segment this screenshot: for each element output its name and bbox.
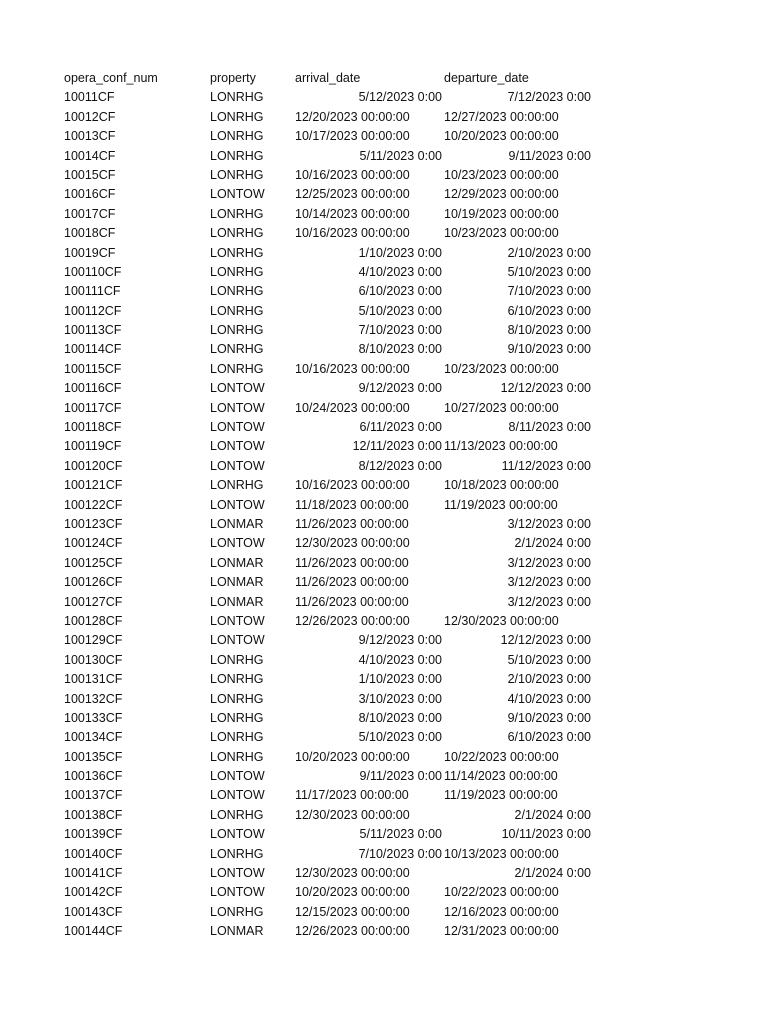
- opera-conf-num-cell: 100124CF: [64, 536, 123, 551]
- opera-conf-num-cell: 10015CF: [64, 167, 116, 182]
- property-cell: LONMAR: [210, 516, 264, 531]
- opera-conf-num-cell: 100143CF: [64, 904, 123, 919]
- opera-conf-num-cell: 100141CF: [64, 866, 123, 881]
- property-cell: LONRHG: [210, 109, 264, 124]
- property-cell: LONTOW: [210, 400, 265, 415]
- opera-conf-num-cell: 100111CF: [64, 284, 121, 299]
- departure-date-cell: 4/10/2023 0:00: [507, 691, 591, 706]
- column-header-property: property: [210, 71, 256, 85]
- departure-date-cell: 2/1/2024 0:00: [514, 866, 591, 881]
- opera-conf-num-cell: 100116CF: [64, 381, 122, 396]
- arrival-date-cell: 5/10/2023 0:00: [358, 730, 442, 745]
- departure-date-cell: 2/1/2024 0:00: [514, 536, 591, 551]
- arrival-date-cell: 6/11/2023 0:00: [359, 420, 442, 435]
- property-cell: LONTOW: [210, 439, 265, 454]
- arrival-date-cell: 12/20/2023 00:00:00: [295, 109, 410, 124]
- property-cell: LONRHG: [210, 323, 264, 338]
- departure-date-cell: 11/19/2023 00:00:00: [444, 788, 558, 803]
- opera-conf-num-cell: 100133CF: [64, 710, 123, 725]
- arrival-date-cell: 8/12/2023 0:00: [358, 458, 442, 473]
- departure-date-cell: 8/10/2023 0:00: [507, 323, 591, 338]
- column-header-arrival-date: arrival_date: [295, 71, 361, 85]
- arrival-date-cell: 5/11/2023 0:00: [359, 827, 442, 842]
- departure-date-cell: 10/11/2023 0:00: [501, 827, 591, 842]
- arrival-date-cell: 1/10/2023 0:00: [358, 672, 442, 687]
- property-cell: LONRHG: [210, 846, 264, 861]
- departure-date-cell: 2/1/2024 0:00: [514, 807, 591, 822]
- departure-date-cell: 9/10/2023 0:00: [507, 342, 591, 357]
- opera-conf-num-cell: 100129CF: [64, 633, 123, 648]
- arrival-date-cell: 7/10/2023 0:00: [358, 846, 442, 861]
- opera-conf-num-cell: 100138CF: [64, 807, 123, 822]
- opera-conf-num-cell: 100123CF: [64, 516, 123, 531]
- arrival-date-cell: 11/26/2023 00:00:00: [295, 516, 409, 531]
- property-cell: LONTOW: [210, 827, 265, 842]
- departure-date-cell: 12/12/2023 0:00: [500, 381, 591, 396]
- arrival-date-cell: 10/16/2023 00:00:00: [295, 361, 410, 376]
- arrival-date-cell: 12/11/2023 0:00: [352, 439, 442, 454]
- arrival-date-cell: 10/20/2023 00:00:00: [295, 749, 410, 764]
- departure-date-cell: 10/23/2023 00:00:00: [444, 167, 559, 182]
- opera-conf-num-cell: 100126CF: [64, 575, 123, 590]
- arrival-date-cell: 11/26/2023 00:00:00: [295, 594, 409, 609]
- departure-date-cell: 7/10/2023 0:00: [507, 284, 591, 299]
- arrival-date-cell: 5/11/2023 0:00: [359, 148, 442, 163]
- opera-conf-num-cell: 100132CF: [64, 691, 123, 706]
- departure-date-cell: 9/10/2023 0:00: [507, 710, 591, 725]
- arrival-date-cell: 11/26/2023 00:00:00: [295, 575, 409, 590]
- property-cell: LONRHG: [210, 303, 264, 318]
- opera-conf-num-cell: 10011CF: [64, 90, 115, 105]
- departure-date-cell: 10/22/2023 00:00:00: [444, 749, 559, 764]
- property-cell: LONRHG: [210, 749, 264, 764]
- departure-date-cell: 10/13/2023 00:00:00: [444, 846, 559, 861]
- departure-date-cell: 10/19/2023 00:00:00: [444, 206, 559, 221]
- departure-date-cell: 12/12/2023 0:00: [500, 633, 591, 648]
- arrival-date-cell: 11/17/2023 00:00:00: [295, 788, 409, 803]
- property-cell: LONRHG: [210, 710, 264, 725]
- opera-conf-num-cell: 100113CF: [64, 323, 122, 338]
- arrival-date-cell: 4/10/2023 0:00: [358, 652, 442, 667]
- arrival-date-cell: 11/18/2023 00:00:00: [295, 497, 409, 512]
- property-cell: LONRHG: [210, 361, 264, 376]
- departure-date-cell: 12/29/2023 00:00:00: [444, 187, 559, 202]
- departure-date-cell: 3/12/2023 0:00: [507, 575, 591, 590]
- property-cell: LONTOW: [210, 458, 265, 473]
- arrival-date-cell: 10/16/2023 00:00:00: [295, 226, 410, 241]
- opera-conf-num-cell: 10014CF: [64, 148, 116, 163]
- departure-date-cell: 11/19/2023 00:00:00: [444, 497, 558, 512]
- arrival-date-cell: 10/16/2023 00:00:00: [295, 478, 410, 493]
- opera-conf-num-cell: 10016CF: [64, 187, 116, 202]
- property-cell: LONRHG: [210, 129, 264, 144]
- arrival-date-cell: 4/10/2023 0:00: [358, 264, 442, 279]
- opera-conf-num-cell: 100112CF: [64, 303, 122, 318]
- opera-conf-num-cell: 100134CF: [64, 730, 123, 745]
- arrival-date-cell: 12/26/2023 00:00:00: [295, 613, 410, 628]
- opera-conf-num-cell: 100125CF: [64, 555, 123, 570]
- arrival-date-cell: 9/11/2023 0:00: [359, 769, 442, 784]
- opera-conf-num-cell: 100137CF: [64, 788, 123, 803]
- opera-conf-num-cell: 100122CF: [64, 497, 123, 512]
- opera-conf-num-cell: 10018CF: [64, 226, 116, 241]
- opera-conf-num-cell: 100127CF: [64, 594, 123, 609]
- arrival-date-cell: 8/10/2023 0:00: [358, 710, 442, 725]
- arrival-date-cell: 9/12/2023 0:00: [358, 633, 442, 648]
- opera-conf-num-cell: 100140CF: [64, 846, 123, 861]
- arrival-date-cell: 10/24/2023 00:00:00: [295, 400, 410, 415]
- departure-date-cell: 11/13/2023 00:00:00: [444, 439, 558, 454]
- opera-conf-num-cell: 100115CF: [64, 361, 122, 376]
- departure-date-cell: 12/31/2023 00:00:00: [444, 924, 559, 939]
- departure-date-cell: 10/22/2023 00:00:00: [444, 885, 559, 900]
- arrival-date-cell: 6/10/2023 0:00: [358, 284, 442, 299]
- property-cell: LONRHG: [210, 284, 264, 299]
- property-cell: LONTOW: [210, 497, 265, 512]
- opera-conf-num-cell: 100117CF: [64, 400, 122, 415]
- arrival-date-cell: 10/14/2023 00:00:00: [295, 206, 410, 221]
- property-cell: LONRHG: [210, 90, 264, 105]
- property-cell: LONTOW: [210, 613, 265, 628]
- opera-conf-num-cell: 100131CF: [64, 672, 123, 687]
- opera-conf-num-cell: 100118CF: [64, 420, 122, 435]
- arrival-date-cell: 12/26/2023 00:00:00: [295, 924, 410, 939]
- property-cell: LONRHG: [210, 478, 264, 493]
- arrival-date-cell: 10/16/2023 00:00:00: [295, 167, 410, 182]
- property-cell: LONRHG: [210, 652, 264, 667]
- departure-date-cell: 3/12/2023 0:00: [507, 516, 591, 531]
- property-cell: LONTOW: [210, 866, 265, 881]
- departure-date-cell: 7/12/2023 0:00: [507, 90, 591, 105]
- departure-date-cell: 10/18/2023 00:00:00: [444, 478, 559, 493]
- opera-conf-num-cell: 100110CF: [64, 264, 122, 279]
- opera-conf-num-cell: 10012CF: [64, 109, 116, 124]
- arrival-date-cell: 9/12/2023 0:00: [358, 381, 442, 396]
- property-cell: LONTOW: [210, 536, 265, 551]
- opera-conf-num-cell: 100114CF: [64, 342, 122, 357]
- property-cell: LONTOW: [210, 769, 265, 784]
- departure-date-cell: 3/12/2023 0:00: [507, 555, 591, 570]
- property-cell: LONTOW: [210, 381, 265, 396]
- property-cell: LONRHG: [210, 730, 264, 745]
- departure-date-cell: 11/14/2023 00:00:00: [444, 769, 558, 784]
- opera-conf-num-cell: 100121CF: [64, 478, 123, 493]
- property-cell: LONRHG: [210, 245, 264, 260]
- property-cell: LONRHG: [210, 206, 264, 221]
- arrival-date-cell: 10/20/2023 00:00:00: [295, 885, 410, 900]
- departure-date-cell: 12/16/2023 00:00:00: [444, 904, 559, 919]
- opera-conf-num-cell: 100136CF: [64, 769, 123, 784]
- arrival-date-cell: 12/25/2023 00:00:00: [295, 187, 410, 202]
- property-cell: LONMAR: [210, 594, 264, 609]
- arrival-date-cell: 12/15/2023 00:00:00: [295, 904, 410, 919]
- column-header-departure-date: departure_date: [444, 71, 529, 85]
- arrival-date-cell: 3/10/2023 0:00: [358, 691, 442, 706]
- arrival-date-cell: 12/30/2023 00:00:00: [295, 536, 410, 551]
- property-cell: LONTOW: [210, 420, 265, 435]
- property-cell: LONTOW: [210, 633, 265, 648]
- opera-conf-num-cell: 100135CF: [64, 749, 123, 764]
- property-cell: LONRHG: [210, 672, 264, 687]
- arrival-date-cell: 5/10/2023 0:00: [358, 303, 442, 318]
- property-cell: LONTOW: [210, 187, 265, 202]
- departure-date-cell: 3/12/2023 0:00: [507, 594, 591, 609]
- opera-conf-num-cell: 100120CF: [64, 458, 123, 473]
- property-cell: LONRHG: [210, 342, 264, 357]
- arrival-date-cell: 11/26/2023 00:00:00: [295, 555, 409, 570]
- property-cell: LONRHG: [210, 167, 264, 182]
- departure-date-cell: 6/10/2023 0:00: [507, 730, 591, 745]
- departure-date-cell: 8/11/2023 0:00: [508, 420, 591, 435]
- opera-conf-num-cell: 10019CF: [64, 245, 116, 260]
- arrival-date-cell: 12/30/2023 00:00:00: [295, 866, 410, 881]
- departure-date-cell: 10/23/2023 00:00:00: [444, 361, 559, 376]
- opera-conf-num-cell: 10013CF: [64, 129, 116, 144]
- arrival-date-cell: 12/30/2023 00:00:00: [295, 807, 410, 822]
- departure-date-cell: 2/10/2023 0:00: [507, 245, 591, 260]
- opera-conf-num-cell: 100144CF: [64, 924, 123, 939]
- property-cell: LONRHG: [210, 807, 264, 822]
- departure-date-cell: 10/27/2023 00:00:00: [444, 400, 559, 415]
- opera-conf-num-cell: 100142CF: [64, 885, 123, 900]
- arrival-date-cell: 5/12/2023 0:00: [358, 90, 442, 105]
- departure-date-cell: 11/12/2023 0:00: [501, 458, 591, 473]
- opera-conf-num-cell: 100139CF: [64, 827, 123, 842]
- arrival-date-cell: 10/17/2023 00:00:00: [295, 129, 410, 144]
- departure-date-cell: 9/11/2023 0:00: [508, 148, 591, 163]
- departure-date-cell: 10/20/2023 00:00:00: [444, 129, 559, 144]
- departure-date-cell: 6/10/2023 0:00: [507, 303, 591, 318]
- departure-date-cell: 10/23/2023 00:00:00: [444, 226, 559, 241]
- property-cell: LONRHG: [210, 148, 264, 163]
- arrival-date-cell: 7/10/2023 0:00: [358, 323, 442, 338]
- property-cell: LONTOW: [210, 788, 265, 803]
- departure-date-cell: 5/10/2023 0:00: [507, 652, 591, 667]
- opera-conf-num-cell: 100119CF: [64, 439, 122, 454]
- departure-date-cell: 2/10/2023 0:00: [507, 672, 591, 687]
- opera-conf-num-cell: 10017CF: [64, 206, 116, 221]
- property-cell: LONRHG: [210, 226, 264, 241]
- departure-date-cell: 12/30/2023 00:00:00: [444, 613, 559, 628]
- departure-date-cell: 5/10/2023 0:00: [507, 264, 591, 279]
- arrival-date-cell: 1/10/2023 0:00: [358, 245, 442, 260]
- property-cell: LONMAR: [210, 575, 264, 590]
- property-cell: LONTOW: [210, 885, 265, 900]
- property-cell: LONRHG: [210, 691, 264, 706]
- column-header-opera-conf-num: opera_conf_num: [64, 71, 158, 85]
- property-cell: LONRHG: [210, 904, 264, 919]
- property-cell: LONRHG: [210, 264, 264, 279]
- arrival-date-cell: 8/10/2023 0:00: [358, 342, 442, 357]
- property-cell: LONMAR: [210, 924, 264, 939]
- opera-conf-num-cell: 100128CF: [64, 613, 123, 628]
- opera-conf-num-cell: 100130CF: [64, 652, 123, 667]
- property-cell: LONMAR: [210, 555, 264, 570]
- departure-date-cell: 12/27/2023 00:00:00: [444, 109, 559, 124]
